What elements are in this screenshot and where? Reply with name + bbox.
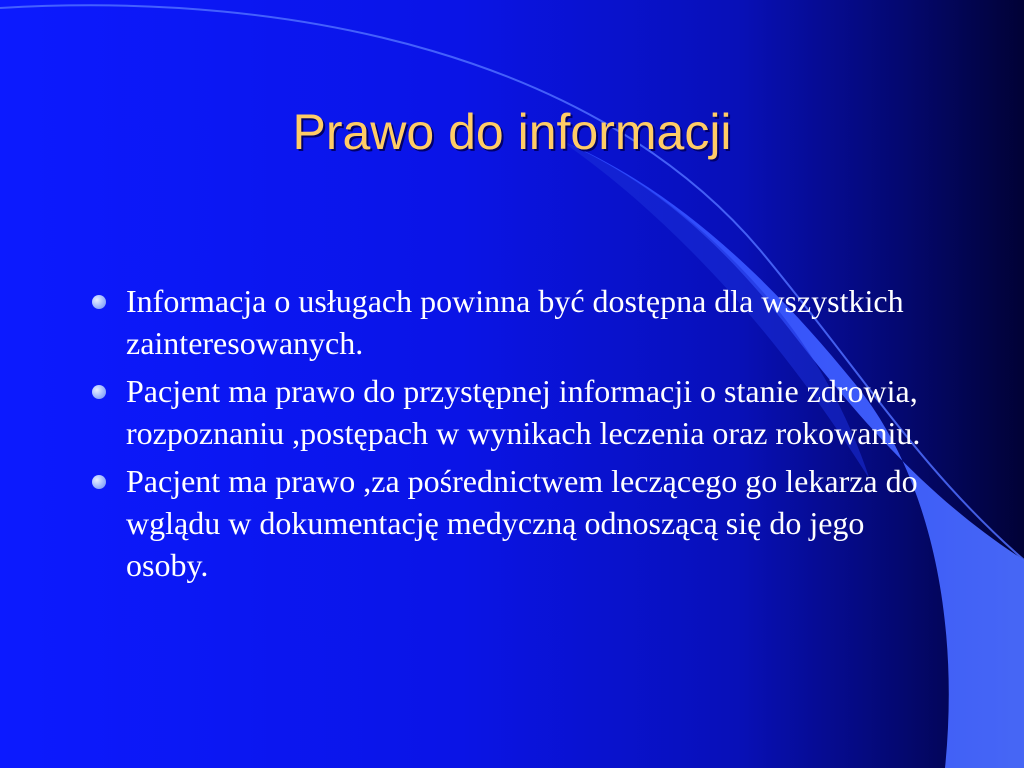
bullet-text: Informacja o usługach powinna być dostępna dla wszystkich zainteresowanych. — [126, 283, 904, 361]
sphere-bullet-icon — [92, 295, 106, 309]
bullet-text: Pacjent ma prawo do przystępnej informacji o stanie zdrowia, rozpoznaniu ,postępach w wynikach leczenia oraz rokowaniu. — [126, 373, 921, 451]
sphere-bullet-icon — [92, 475, 106, 489]
bullet-list — [88, 280, 948, 592]
slide-title: Prawo do informacji — [292, 104, 732, 160]
bullet-item — [88, 460, 948, 586]
bullet-item — [88, 280, 948, 364]
bullet-item — [88, 370, 948, 454]
bullet-text: Pacjent ma prawo ,za pośrednictwem leczącego go lekarza do wglądu w dokumentację medyczną odnoszącą się do jego osoby. — [126, 463, 918, 583]
sphere-bullet-icon — [92, 385, 106, 399]
